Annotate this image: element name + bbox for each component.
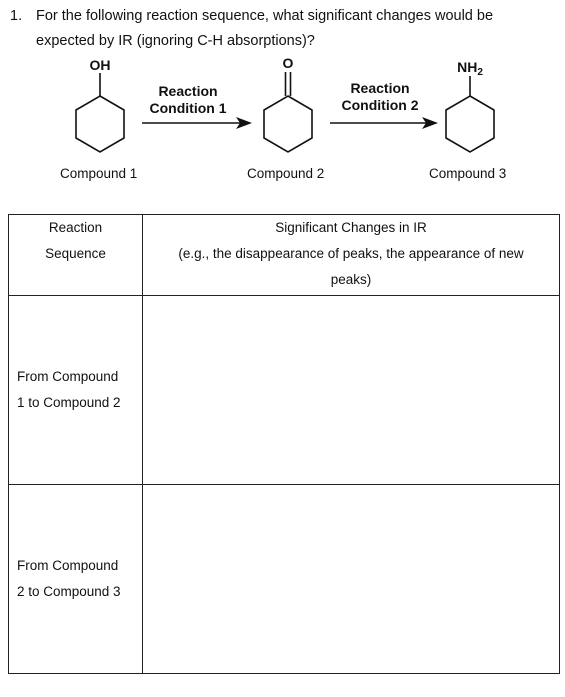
compound1-group: OH — [89, 57, 111, 73]
question-text-line2: expected by IR (ignoring C-H absorptions)? — [36, 33, 315, 49]
table-header-row — [9, 215, 560, 296]
compound3-group — [457, 59, 483, 78]
header-col2-line3: peaks) — [330, 272, 372, 287]
row1-label-line2: 1 to Compound 2 — [17, 395, 121, 410]
row1-label-line1: From Compound — [17, 369, 119, 384]
compound3-group-subscript: 2 — [477, 67, 483, 78]
row2-label-line1: From Compound — [17, 558, 119, 573]
compound3-label: Compound 3 — [429, 166, 507, 181]
header-reaction-sequence — [9, 215, 143, 296]
ir-changes-table — [8, 214, 560, 674]
condition1-line2: Condition 1 — [149, 100, 227, 116]
table-row — [9, 485, 560, 674]
header-col1-line1: Reaction — [48, 220, 103, 235]
header-col2-line1: Significant Changes in IR — [275, 220, 427, 235]
answer-cell-2-to-3[interactable] — [143, 485, 560, 674]
condition2-line2: Condition 2 — [341, 97, 419, 113]
compound1-label: Compound 1 — [60, 166, 138, 181]
reaction-scheme — [0, 50, 565, 165]
question-text-line1: For the following reaction sequence, what significant changes would be — [36, 8, 494, 24]
row2-label-line2: 2 to Compound 3 — [17, 584, 121, 599]
table-row — [9, 296, 560, 485]
compound3-group-main: NH — [457, 59, 478, 75]
header-col1-line2: Sequence — [45, 246, 106, 261]
compound2-group: O — [282, 55, 294, 71]
question-number: 1. — [10, 8, 23, 24]
header-col2-line2: (e.g., the disappearance of peaks, the appearance of new — [178, 246, 524, 261]
compound2-ring — [264, 96, 312, 152]
condition1-line1: Reaction — [158, 83, 218, 99]
compound2-label: Compound 2 — [247, 166, 325, 181]
answer-cell-1-to-2[interactable] — [143, 296, 560, 485]
header-significant-changes — [143, 215, 560, 296]
compound1-ring — [76, 96, 124, 152]
row-label-container — [9, 485, 142, 673]
condition2-line1: Reaction — [350, 80, 410, 96]
row-label-1-to-2 — [9, 296, 143, 485]
compound3-ring — [446, 96, 494, 152]
row-label-2-to-3 — [9, 485, 143, 674]
row-label-container — [9, 296, 142, 484]
